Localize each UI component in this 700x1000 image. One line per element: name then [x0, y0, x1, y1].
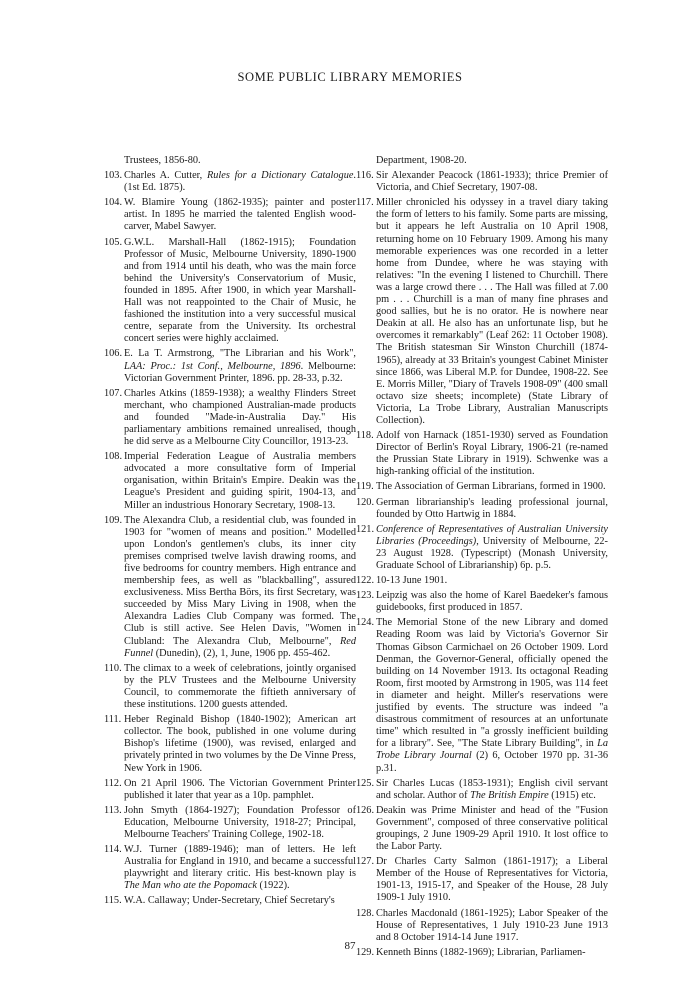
footnote	[104, 348, 356, 384]
footnote-text: Kenneth Binns (1882-1969); Librarian, Parliamen-	[376, 946, 586, 958]
footnote-text: The Memorial Stone of the new Library and domed Reading Room was laid by Victoria's Governor Sir Thomas Gibson Carmichael on 26 October 1909. Lord Denman, the Governor-General, officially opened the building on 14 November 1913. Its octagonal Reading Room, first mooted by Armstrong in 1905, was 114 feet in diameter and height. Miller's reservations were justified by events. The structure was indeed "a disastrous commitment of resources at an unfortunate time" which resulted in "a grossly inefficient building for a library". See, "The State Library Building", in La Trobe Library Journal (2) 6, October 1970 pp. 31-36 p.31.	[376, 617, 608, 774]
footnote-number: 119.	[356, 481, 374, 493]
footnote-text: W. Blamire Young (1862-1935); painter and poster artist. In 1895 he married the talented English wood-carver, Mabel Sawyer.	[124, 197, 356, 233]
footnote	[104, 844, 356, 892]
footnote-text: German librarianship's leading professional journal, founded by Otto Hartwig in 1884.	[376, 496, 608, 520]
footnote-text: Trustees, 1856-80.	[124, 155, 201, 166]
footnote	[356, 575, 608, 587]
footnote	[104, 155, 356, 167]
footnote-number: 123.	[356, 590, 375, 602]
footnote-number: 116.	[356, 170, 374, 182]
footnote-number: 104.	[104, 197, 123, 209]
notes-column-left	[104, 155, 356, 911]
footnote-number: 112.	[104, 777, 122, 789]
footnote-text: Adolf von Harnack (1851-1930) served as Foundation Director of Berlin's Royal Library, 1906-21 (re-named the Prussian State Library in 1919). Schwenke was a high-ranking official of the institution.	[376, 430, 608, 478]
footnote	[104, 805, 356, 841]
footnote-number: 128.	[356, 907, 375, 919]
footnote-text: Heber Reginald Bishop (1840-1902); American art collector. The book, published in one volume during Bishop's lifetime (1900), was revised, enlarged and privately printed in two volumes by the De Vinne Press, New York in 1906.	[124, 714, 356, 774]
footnote-text: Charles Macdonald (1861-1925); Labor Speaker of the House of Representatives, 1 July 1910-23 June 1913 and 8 October 1914-14 June 1917.	[376, 907, 608, 943]
footnote	[356, 617, 608, 774]
footnote	[356, 170, 608, 194]
footnote-text: 10-13 June 1901.	[376, 575, 448, 587]
footnote-number: 121.	[356, 523, 375, 535]
footnote-number: 120.	[356, 496, 375, 508]
footnote	[104, 895, 356, 907]
footnote-number: 118.	[356, 430, 374, 442]
notes-column-right	[356, 155, 608, 962]
footnote-number: 129.	[356, 946, 375, 958]
running-header: SOME PUBLIC LIBRARY MEMORIES	[237, 70, 463, 84]
footnote-text: G.W.L. Marshall-Hall (1862-1915); Foundation Professor of Music, Melbourne University, 1890-1900 and from 1914 until his death, who was the main force behind the University's Conservatorium of Music, founded in 1895. After 1900, in which year Marshall-Hall was not reappointed to the Chair of Music, he fashioned the institution into a very successful musical centre, separate from the University. Its orchestral concert series were highly acclaimed.	[124, 236, 356, 345]
footnote	[356, 590, 608, 614]
footnote-text: W.A. Callaway; Under-Secretary, Chief Secretary's	[124, 895, 335, 907]
footnote	[356, 524, 608, 572]
footnote-text: W.J. Turner (1889-1946); man of letters. He left Australia for England in 1910, and became a successful playwright and literary critic. His best-known play is The Man who ate the Popomack (1922).	[124, 844, 356, 892]
footnote	[356, 197, 608, 427]
footnote	[104, 714, 356, 774]
footnote-number: 126.	[356, 804, 375, 816]
footnote	[356, 805, 608, 853]
footnote	[356, 430, 608, 478]
footnote-text: Dr Charles Carty Salmon (1861-1917); a Liberal Member of the House of Representatives for Victoria, 1901-13, 1915-17, and Speaker of the House, 28 July 1909-1 July 1910.	[376, 856, 608, 904]
footnote	[356, 481, 608, 493]
footnote-number: 103.	[104, 170, 123, 182]
footnote-number: 110.	[104, 662, 122, 674]
footnote-number: 127.	[356, 856, 375, 868]
footnote-text: E. La T. Armstrong, "The Librarian and his Work", LAA: Proc.: 1st Conf., Melbourne, 1896. Melbourne: Victorian Government Printer, 1896. pp. 28-33, p.32.	[124, 348, 356, 384]
footnote-number: 109.	[104, 514, 123, 526]
footnote	[104, 451, 356, 511]
footnote	[104, 237, 356, 346]
footnote-text: The climax to a week of celebrations, jointly organised by the PLV Trustees and the Melbourne University Council, to commemorate the fiftieth anniversary of these institutions. 1200 guests attended.	[124, 662, 356, 711]
footnote-text: Charles A. Cutter, Rules for a Dictionary Catalogue. (1st Ed. 1875).	[124, 170, 356, 194]
footnote-text: Department, 1908-20.	[376, 155, 467, 166]
footnote-text: Leipzig was also the home of Karel Baedeker's famous guidebooks, first produced in 1857.	[376, 590, 608, 614]
footnote	[356, 155, 608, 167]
footnote	[356, 778, 608, 802]
footnote-number: 111.	[104, 714, 122, 726]
footnote-number: 113.	[104, 804, 122, 816]
footnote	[104, 170, 356, 194]
footnote-text: On 21 April 1906. The Victorian Government Printer published it later that year as a 10p. pamphlet.	[124, 777, 356, 801]
footnote-text: The Alexandra Club, a residential club, was founded in 1903 for "women of means and position." Modelled upon London's gentlemen's clubs, its inner city premises comprised twelve lavish drawing rooms, and five bedrooms for country members. High entrance and membership fees, as well as "blackballing", assured exclusiveness. Miss Bertha Börs, its first Secretary, was succeeded by Miss Mary Living in 1908, when the Alexandra Ladies Club Company was formed. The Club is still active. See Helen Davis, "Women in Clubland: The Alexandra Club, Melbourne", Red Funnel (Dunedin), (2), 1, June, 1906 pp. 455-462.	[124, 514, 356, 659]
footnote-number: 114.	[104, 844, 122, 856]
footnote-number: 124.	[356, 617, 375, 629]
footnote-text: Sir Charles Lucas (1853-1931); English civil servant and scholar. Author of The British Empire (1915) etc.	[376, 777, 608, 801]
footnote-text: Charles Atkins (1859-1938); a wealthy Flinders Street merchant, who championed Australian-made products and founded "Made-in-Australia Day." His parliamentary ambitions remained unrealised, though he did serve as a Melbourne City Councillor, 1913-23.	[124, 387, 356, 448]
footnote-text: Miller chronicled his odyssey in a travel diary taking the form of letters to his family. Some parts are missing, but it appears he left Australia on 10 April 1908, returning home on 10 February 1909. Among his many memorable experiences was one recorded in a letter home from Dundee, where he was staying with relatives: "In the evening I listened to Churchill. There was a large crowd there . . . The Hall was filled at 7.00 pm . . . Churchill is a man of many fine phrases and good sallies, but he is no orator. He is nowhere near Deakin at all. He also has an unfortunate lisp, but he overcomes it remarkably" (Leaf 262: 11 October 1908). The British statesman Sir Winston Churchill (1874-1965), already at 33 Britain's youngest Cabinet Minister since 1866, was Liberal M.P. for Dundee, 1908-22. See E. Morris Miller, "Diary of Travels 1908-09" (400 small octavo size sheets; incomplete) (State Library of Victoria, La Trobe Library, Australian Manuscripts Collection).	[376, 197, 608, 426]
footnote-number: 125.	[356, 777, 375, 789]
footnote-number: 105.	[104, 236, 123, 248]
footnote	[104, 515, 356, 660]
footnote	[104, 388, 356, 448]
footnote-text: Imperial Federation League of Australia members advocated a more consultative form of Imperial organisation, within Britain's Empire. Deakin was the League's President and guiding spirit, 1904-13, and Miller an industrious Honorary Secretary, 1908-13.	[124, 451, 356, 511]
page-number: 87	[344, 940, 356, 952]
footnote-number: 108.	[104, 451, 123, 463]
footnote	[104, 663, 356, 711]
footnote	[356, 908, 608, 944]
footnote-number: 115.	[104, 895, 122, 907]
footnote-number: 117.	[356, 197, 374, 209]
footnote-text: John Smyth (1864-1927); Foundation Professor of Education, Melbourne University, 1918-27; Principal, Melbourne Teachers' Training College, 1902-18.	[124, 804, 356, 840]
footnote-text: Conference of Representatives of Australian University Libraries (Proceedings), University of Melbourne, 22-23 August 1928. (Typescript) (Monash University, Graduate School of Librarianship) 6p. p.5.	[376, 523, 608, 571]
footnote	[356, 497, 608, 521]
footnote	[104, 778, 356, 802]
footnote-number: 106.	[104, 348, 123, 360]
footnote	[104, 197, 356, 233]
footnote-text: The Association of German Librarians, formed in 1900.	[376, 481, 606, 493]
footnote-number: 122.	[356, 575, 375, 587]
footnote-number: 107.	[104, 387, 123, 399]
footnote-text: Sir Alexander Peacock (1861-1933); thrice Premier of Victoria, and Chief Secretary, 1907-08.	[376, 170, 608, 194]
footnote	[356, 856, 608, 904]
footnote-text: Deakin was Prime Minister and head of the "Fusion Government", composed of three conservative political groupings, 2 June 1909-29 April 1910. It lost office to the Labor Party.	[376, 804, 608, 853]
